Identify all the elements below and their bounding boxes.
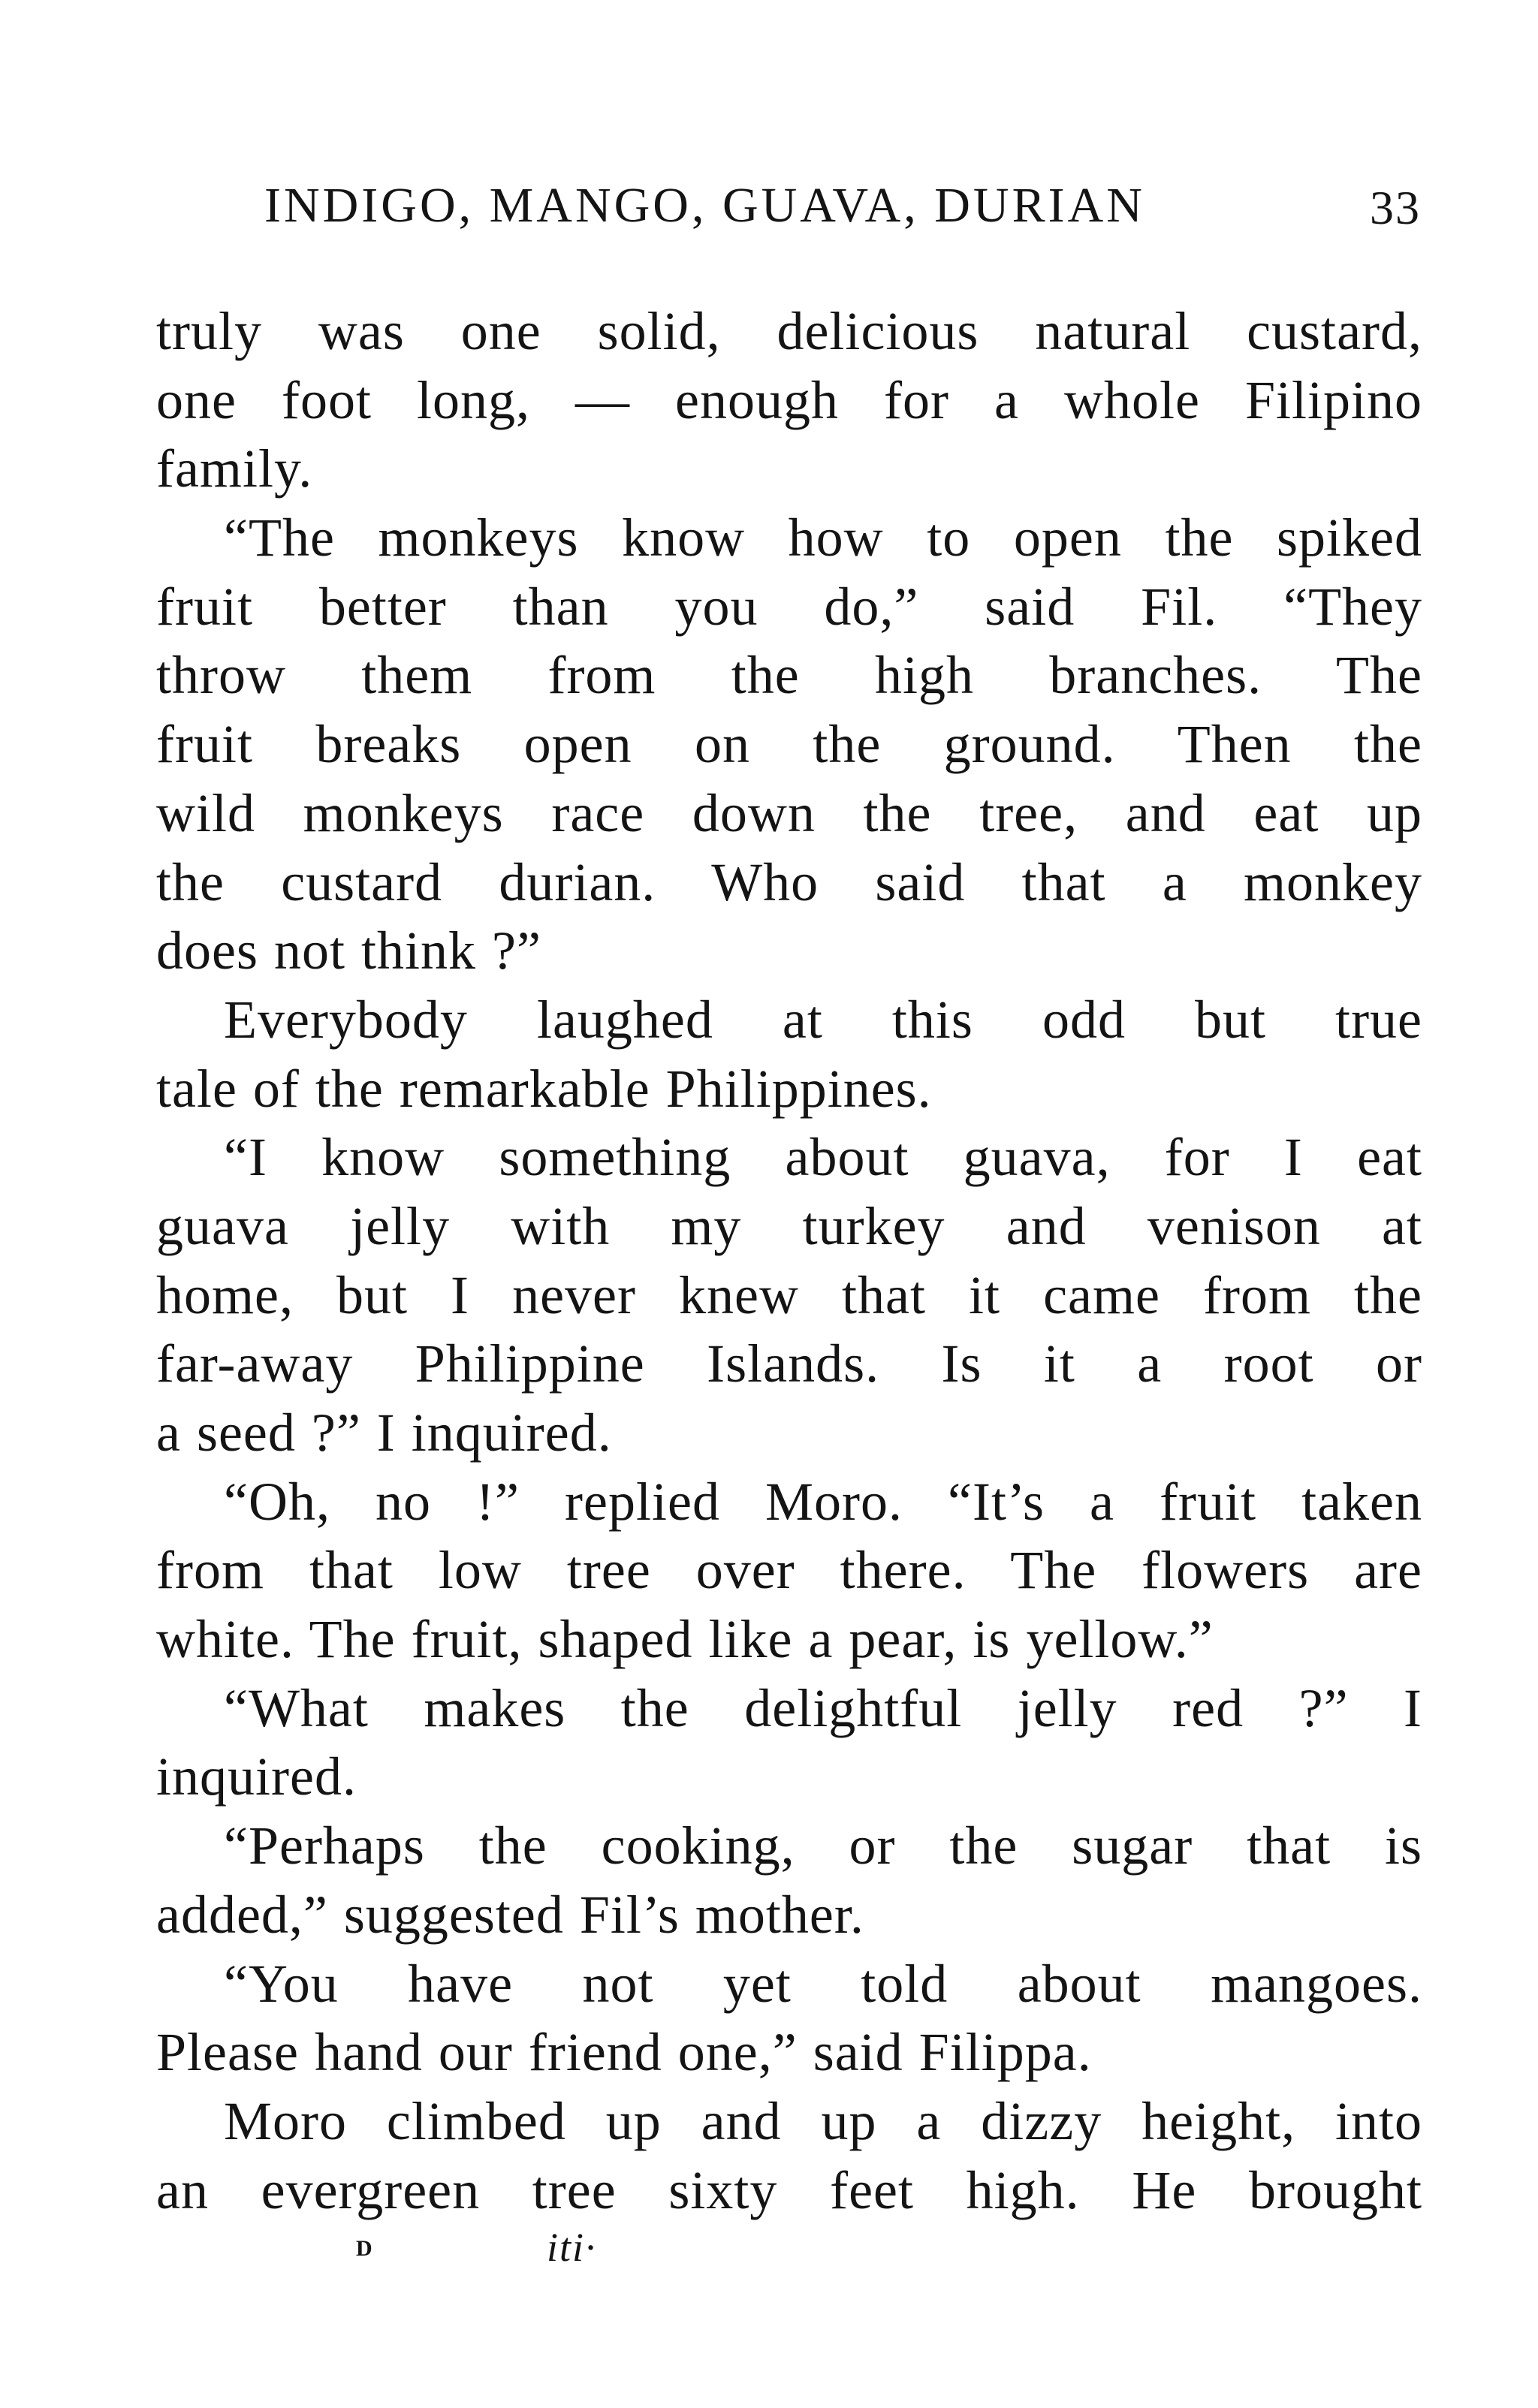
text-line: white. The fruit, shaped like a pear, is yellow.” [156,1609,1214,1670]
text-line: one foot long, — enough for a whole Filipino [156,369,1422,430]
text-line: Please hand our friend one,” said Filippa. [156,2022,1092,2083]
text-line: fruit better than you do,” said Fil. “They [156,576,1422,637]
text-line: “Oh, no !” replied Moro. “It’s a fruit taken [224,1471,1422,1532]
text-line: Moro climbed up and up a dizzy height, into [224,2090,1422,2151]
text-line: “I know something about guava, for I eat [224,1127,1422,1188]
text-line: home, but I never knew that it came from the [156,1264,1422,1325]
text-line: family. [156,439,313,499]
text-line: added,” suggested Fil’s mother. [156,1884,864,1945]
running-head-title: INDIGO, MANGO, GUAVA, DURIAN [264,178,1145,233]
text-line: from that low tree over there. The flowers are [156,1540,1422,1601]
text-line: does not think ?” [156,921,541,981]
text-line: far-away Philippine Islands. Is it a root or [156,1334,1422,1394]
text-line: fruit breaks open on the ground. Then the [156,714,1422,775]
footer-mark: iti· [547,2225,597,2270]
text-line: “Perhaps the cooking, or the sugar that is [224,1816,1422,1876]
text-line: an evergreen tree sixty feet high. He brought [156,2159,1422,2220]
text-line: tale of the remarkable Philippines. [156,1058,932,1119]
signature-mark: D [356,2236,373,2261]
text-line: wild monkeys race down the tree, and eat up [156,782,1422,843]
text-line: “You have not yet told about mangoes. [224,1953,1422,2014]
text-line: truly was one solid, delicious natural custard, [156,301,1422,361]
text-line: “What makes the delightful jelly red ?” I [224,1677,1422,1738]
text-line: guava jelly with my turkey and venison at [156,1195,1422,1256]
text-line: “The monkeys know how to open the spiked [224,508,1422,568]
text-line: the custard durian. Who said that a monkey [156,851,1422,912]
text-line: Everybody laughed at this odd but true [224,989,1422,1050]
page-number: 33 [1370,181,1421,234]
body-text [156,297,1422,2225]
running-head [264,177,1421,252]
text-line: a seed ?” I inquired. [156,1403,612,1463]
text-line: inquired. [156,1746,357,1807]
text-line: throw them from the high branches. The [156,645,1422,706]
